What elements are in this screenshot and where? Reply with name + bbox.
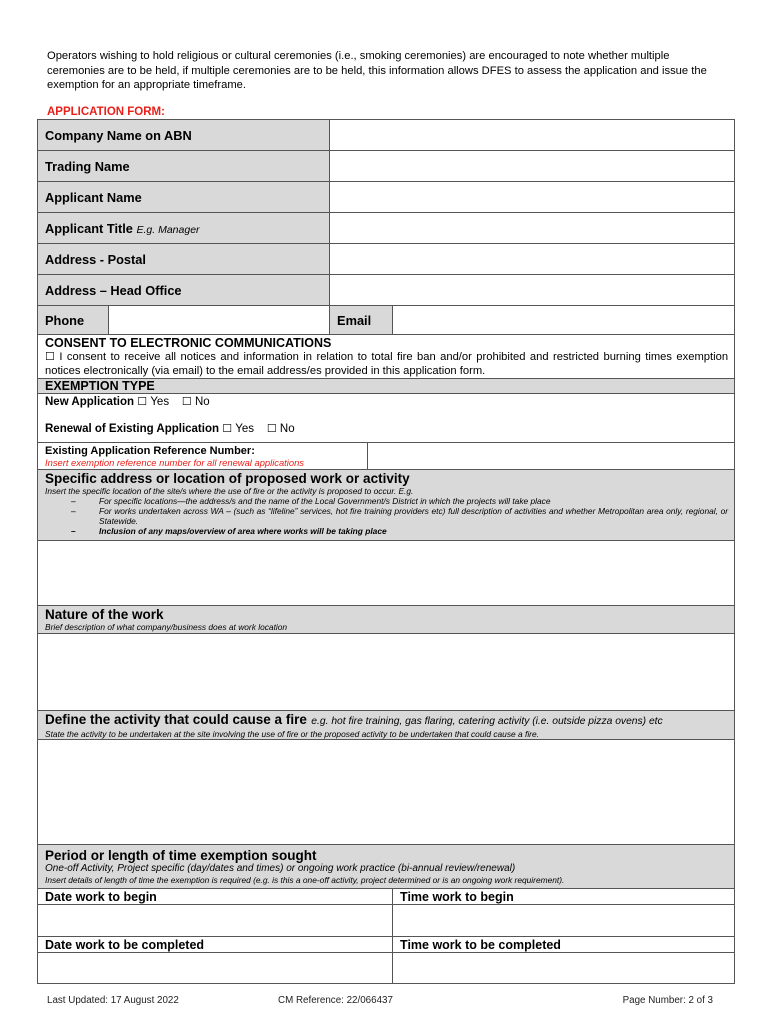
location-heading: Specific address or location of proposed work or activity	[45, 471, 410, 486]
nature-heading: Nature of the work	[45, 607, 164, 622]
application-form-label: APPLICATION FORM:	[47, 106, 165, 118]
location-section	[38, 470, 735, 541]
renewal-yes-checkbox[interactable]: ☐	[222, 423, 233, 435]
exemption-options	[38, 394, 735, 443]
period-hint: Insert details of length of time the exemption is required (e.g. is this a one-off activity, project determined or is an ongoing work requirement).	[45, 875, 565, 885]
footer-cm-reference: CM Reference: 22/066437	[278, 995, 393, 1006]
consent-section	[38, 335, 735, 379]
address-postal-label: Address - Postal	[38, 244, 330, 275]
time-begin-input[interactable]	[393, 905, 735, 937]
new-no-checkbox[interactable]: ☐	[181, 396, 192, 408]
email-input[interactable]	[393, 306, 735, 335]
address-head-office-input[interactable]	[330, 275, 735, 306]
time-begin-label: Time work to begin	[393, 889, 735, 905]
consent-heading: CONSENT TO ELECTRONIC COMMUNICATIONS	[45, 335, 332, 350]
renewal-label: Renewal of Existing Application	[45, 423, 220, 435]
time-completed-label: Time work to be completed	[393, 937, 735, 953]
address-head-office-label: Address – Head Office	[38, 275, 330, 306]
ref-number-hint: Insert exemption reference number for all renewal applications	[45, 456, 304, 468]
consent-checkbox[interactable]: ☐	[45, 350, 55, 363]
application-form-table	[37, 119, 735, 984]
period-section	[38, 845, 735, 889]
footer-page-number: Page Number: 2 of 3	[622, 995, 713, 1006]
applicant-name-input[interactable]	[330, 182, 735, 213]
time-completed-input[interactable]	[393, 953, 735, 984]
activity-section	[38, 711, 735, 740]
applicant-title-input[interactable]	[330, 213, 735, 244]
ref-number-label: Existing Application Reference Number:	[45, 444, 255, 457]
address-postal-input[interactable]	[330, 244, 735, 275]
phone-input[interactable]	[109, 306, 330, 335]
location-bullet: – For works undertaken across WA – (such as “lifeline” services, hot fire training providers etc) full description of activities and whether Metropolitan area only, regional, or Statewide.	[71, 506, 728, 526]
new-application-label: New Application	[45, 396, 135, 408]
new-yes-checkbox[interactable]: ☐	[137, 396, 148, 408]
ref-number-input[interactable]	[368, 443, 735, 470]
consent-text: I consent to receive all notices and information in relation to total fire ban and/or prohibited and restricted burning times exemption notices electronically (via email) to the email address/es provided in this application form.	[45, 350, 729, 377]
company-name-input[interactable]	[330, 120, 735, 151]
location-bullet: – For specific locations—the address/s and the name of the Local Government/s District in which the projects will take place	[71, 496, 728, 506]
exemption-type-heading: EXEMPTION TYPE	[38, 379, 735, 394]
applicant-title-label: Applicant Title E.g. Manager	[38, 213, 330, 244]
activity-heading: Define the activity that could cause a fire	[45, 712, 307, 727]
location-bullet: – Inclusion of any maps/overview of area where works will be taking place	[71, 526, 728, 536]
activity-examples: e.g. hot fire training, gas flaring, catering activity (i.e. outside pizza ovens) etc	[311, 716, 663, 727]
ref-number-label-cell	[38, 443, 368, 470]
date-begin-label: Date work to begin	[38, 889, 393, 905]
email-label: Email	[330, 306, 393, 335]
applicant-title-hint: E.g. Manager	[136, 223, 200, 236]
location-input[interactable]	[38, 541, 735, 606]
activity-input[interactable]	[38, 740, 735, 845]
trading-name-input[interactable]	[330, 151, 735, 182]
date-completed-input[interactable]	[38, 953, 393, 984]
new-yes-label: Yes	[150, 396, 170, 408]
renewal-no-label: No	[279, 423, 295, 435]
period-heading: Period or length of time exemption sought	[45, 848, 317, 863]
trading-name-label: Trading Name	[38, 151, 330, 182]
applicant-name-label: Applicant Name	[38, 182, 330, 213]
date-begin-input[interactable]	[38, 905, 393, 937]
nature-input[interactable]	[38, 634, 735, 711]
activity-hint: State the activity to be undertaken at the site involving the use of fire or the proposed activity to be undertaken that could cause a fire.	[45, 729, 539, 739]
new-no-label: No	[194, 396, 210, 408]
period-subtext: One-off Activity, Project specific (day/dates and times) or ongoing work practice (bi-annual review/renewal)	[45, 863, 516, 874]
date-completed-label: Date work to be completed	[38, 937, 393, 953]
footer-last-updated: Last Updated: 17 August 2022	[47, 995, 179, 1006]
company-name-label: Company Name on ABN	[38, 120, 330, 151]
phone-label: Phone	[38, 306, 109, 335]
renewal-no-checkbox[interactable]: ☐	[266, 423, 277, 435]
renewal-yes-label: Yes	[235, 423, 255, 435]
nature-section	[38, 606, 735, 634]
nature-hint: Brief description of what company/business does at work location	[45, 622, 288, 632]
location-hint: Insert the specific location of the site/s where the use of fire or the activity is proposed to occur. E.g.	[45, 486, 414, 496]
intro-paragraph: Operators wishing to hold religious or cultural ceremonies (i.e., smoking ceremonies) are encouraged to note whether multiple ceremonies are to be held, if multiple ceremonies are to be held, this information allows DFES to assess the application and issue the exemption for an appropriate timeframe.	[47, 50, 707, 91]
